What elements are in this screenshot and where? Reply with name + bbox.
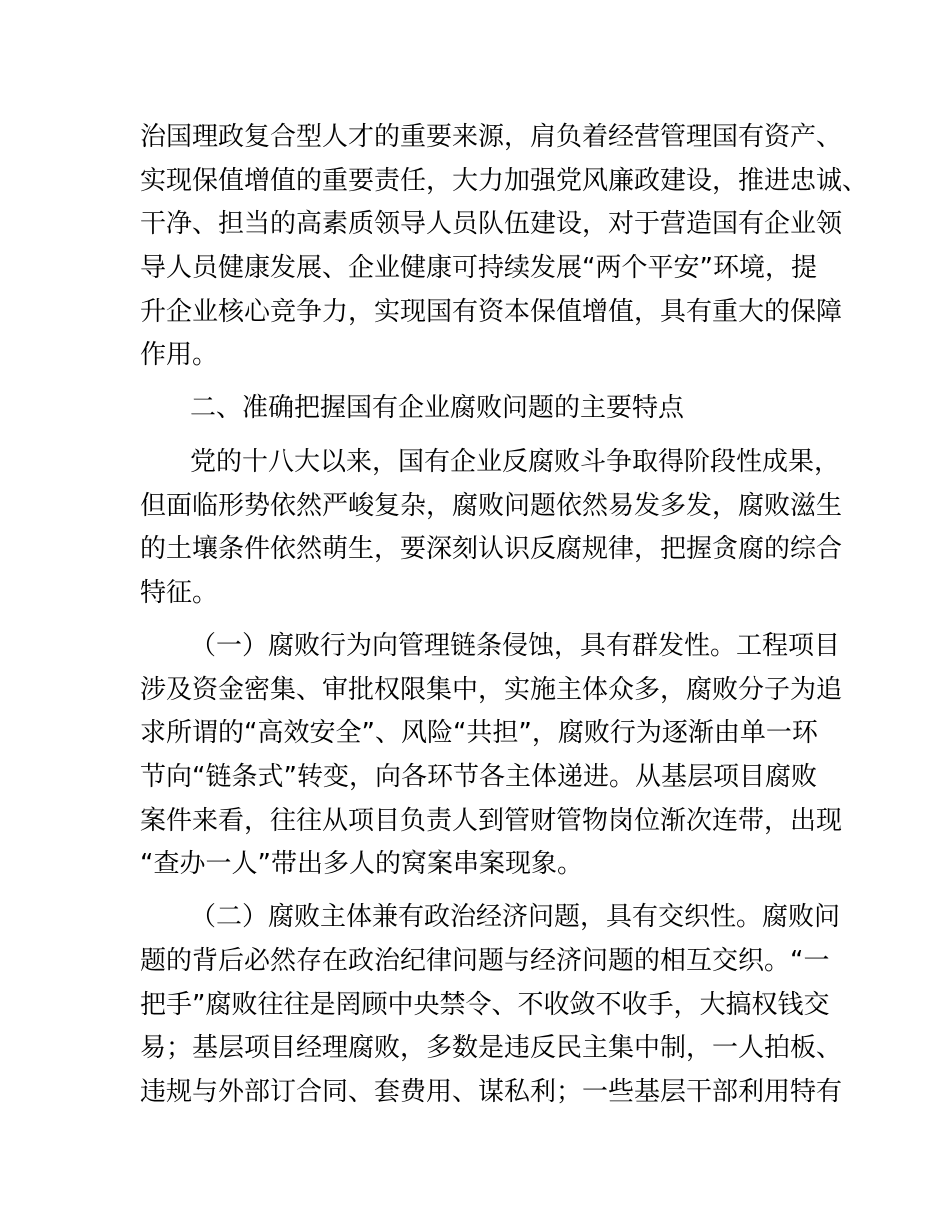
text-line-6: 作用。 [140, 340, 219, 370]
text-line-11: 特征。 [140, 578, 219, 608]
text-line-10: 的土壤条件依然萌生，要深刻认识反腐规律，把握贪腐的综合 [140, 534, 843, 564]
text-line-5: 升企业核心竞争力，实现国有资本保值增值，具有重大的保障 [140, 297, 843, 327]
subsection-line-1: （一）腐败行为向管理链条侵蚀，具有群发性。工程项目 [190, 631, 841, 661]
text-line-1: 治国理政复合型人才的重要来源，肩负着经营管理国有资产、 [140, 122, 843, 152]
text-line-16: 案件来看，往往从项目负责人到管财管物岗位渐次连带，出现 [140, 806, 843, 836]
text-line-19: 题的背后必然存在政治纪律问题与经济问题的相互交织。“一 [140, 946, 830, 976]
text-line-17: “查办一人”带出多人的窝案串案现象。 [140, 849, 583, 879]
text-line-14: 求所谓的“高效安全”、风险“共担”，腐败行为逐渐由单一环 [140, 718, 818, 748]
text-line-13: 涉及资金密集、审批权限集中，实施主体众多，腐败分子为追 [140, 675, 843, 705]
text-line-4: 导人员健康发展、企业健康可持续发展“两个平安”环境，提 [140, 253, 817, 283]
subsection-line-2: （二）腐败主体兼有政治经济问题，具有交织性。腐败问 [190, 902, 841, 932]
text-line-21: 易；基层项目经理腐败，多数是违反民主集中制，一人拍板、 [140, 1033, 843, 1063]
text-line-9: 但面临形势依然严峻复杂，腐败问题依然易发多发，腐败滋生 [140, 491, 843, 521]
text-line-20: 把手”腐败往往是罔顾中央禁令、不收敛不收手，大搞权钱交 [140, 990, 830, 1020]
text-line-3: 干净、担当的高素质领导人员队伍建设，对于营造国有企业领 [140, 209, 843, 239]
text-line-2: 实现保值增值的重要责任，大力加强党风廉政建设，推进忠诚、 [140, 166, 869, 196]
text-line-8: 党的十八大以来，国有企业反腐败斗争取得阶段性成果， [190, 447, 841, 477]
text-line-15: 节向“链条式”转变，向各环节各主体递进。从基层项目腐败 [140, 762, 817, 792]
section-heading: 二、准确把握国有企业腐败问题的主要特点 [190, 393, 685, 423]
text-line-22: 违规与外部订合同、套费用、谋私利；一些基层干部利用特有 [140, 1077, 843, 1107]
